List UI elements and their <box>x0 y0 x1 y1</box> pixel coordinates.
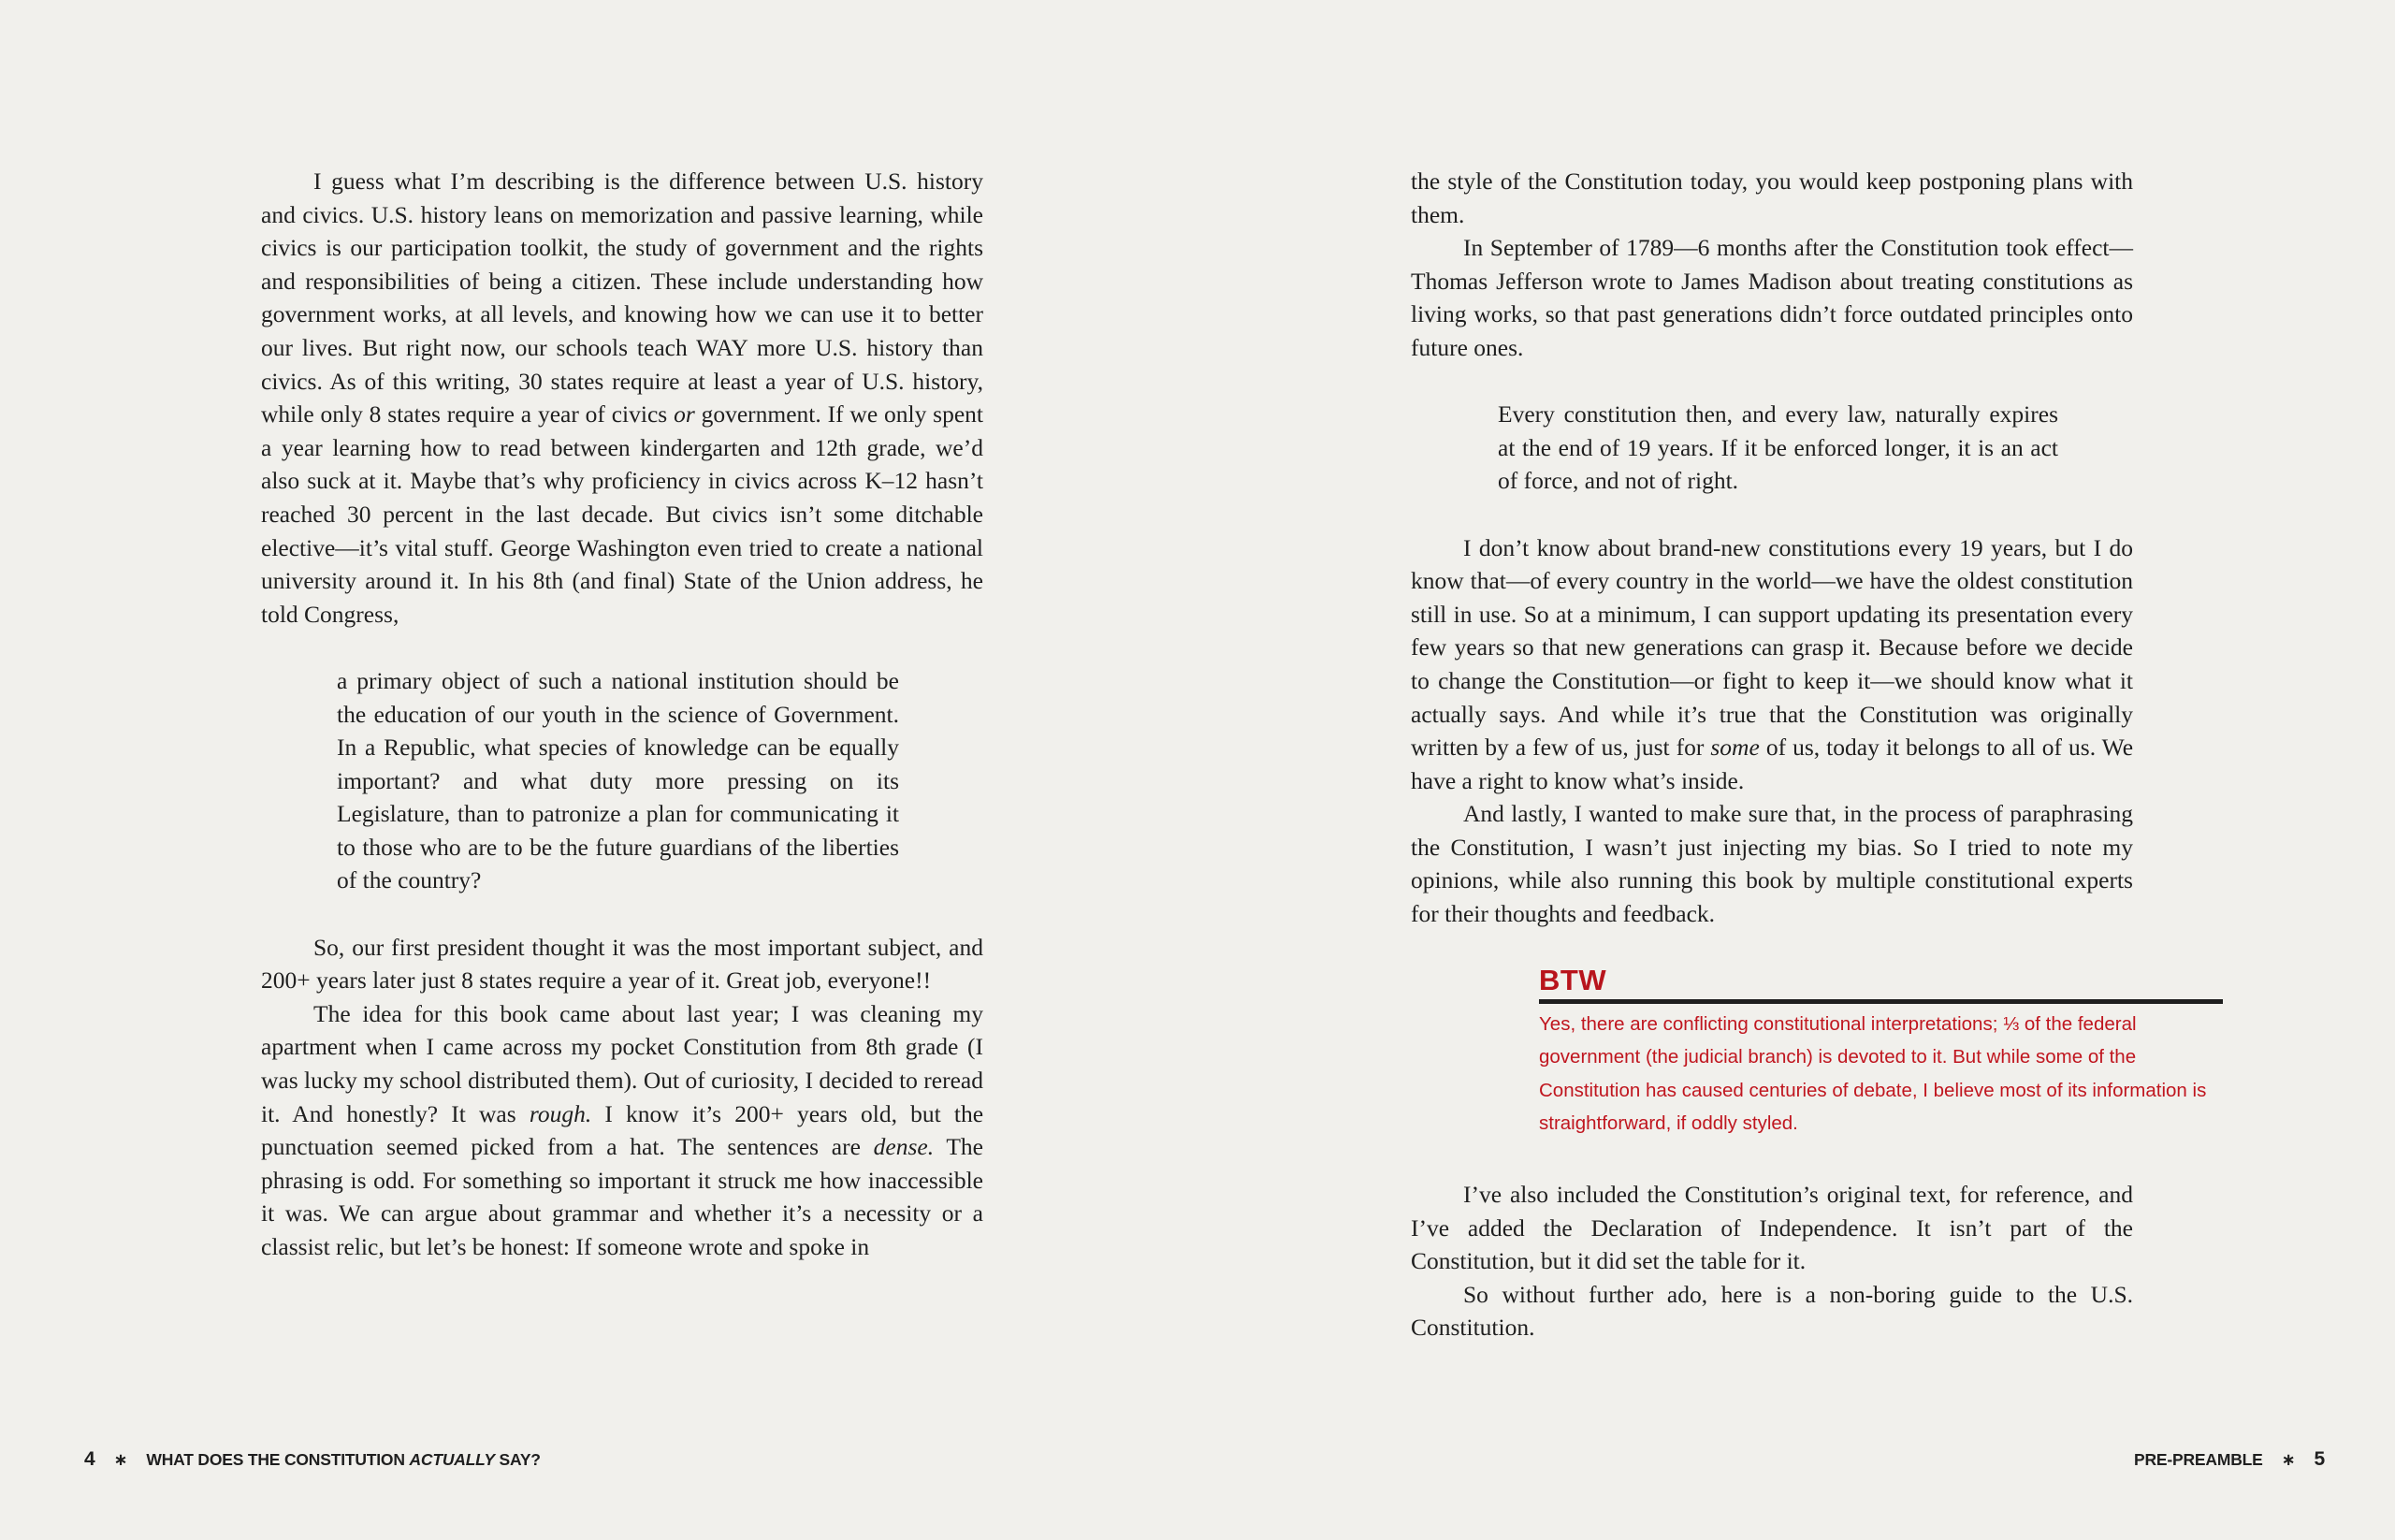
paragraph-final: So without further ado, here is a non-boring guide to the U.S. Constitution. <box>1411 1280 2133 1342</box>
paragraph-history-vs-civics: I guess what I’m describing is the difference between U.S. history and civics. U.S. history leans on memorization and passive learning, while civics is our participation toolkit, the study of government and the rights and responsibilities of being a citizen. These include understanding how government works, at all levels, and knowing how we can use it to better our lives. But right now, our schools teach WAY more U.S. history than civics. As of this writing, 30 states require at least a year of U.S. history, while only 8 states require a year of civics or government. If we only spent a year learning how to read between kindergarten and 12th grade, we’d also suck at it. Maybe that’s why proficiency in civics across K–12 hasn’t reached 30 percent in the last decade. But civics isn’t some ditchable elective—it’s vital stuff. George Washington even tried to create a national university around it. In his 8th (and final) State of the Union address, he told Congress, <box>261 167 983 628</box>
paragraph-book-idea: The idea for this book came about last year; I was cleaning my apartment when I came across my pocket Constitution from 8th grade (I was lucky my school distributed them). Out of curiosity, I decided to reread it. And honestly? It was rough. I know it’s 200+ years old, but the punctuation seemed picked from a hat. The sentences are dense. The phrasing is odd. For something so important it struck me how inaccessible it was. We can argue about grammar and whether it’s a necessity or a classist relic, but let’s be honest: If someone wrote and spoke in <box>261 999 984 1260</box>
page-number: 4 <box>84 1448 95 1470</box>
paragraph-brand-new-constitutions: I don’t know about brand-new constitutions every 19 years, but I do know that—of every country in the world—we have the oldest constitution still in use. So at a minimum, I can support updating its presentation every few years so that new generations can grasp it. Because before we decide to change the Constitution—or fight to keep it—we should know what it actually says. And while it’s true that the Constitution was originally written by a few of us, just for some of us, today it belongs to all of us. We have a right to know what’s inside. <box>1411 533 2134 794</box>
paragraph-continuation: the style of the Constitution today, you would keep postponing plans with them. <box>1411 167 2133 228</box>
section-title: PRE-PREAMBLE <box>2134 1449 2263 1469</box>
paragraph-included: I’ve also included the Constitution’s original text, for reference, and I’ve added the Declaration of Independence. It isn’t part of the Constitution, but it did set the table for it. <box>1411 1181 2133 1275</box>
jefferson-quote: Every constitution then, and every law, naturally expires at the end of 19 years. If it be enforced longer, it is an act of force, and not of right. <box>1498 400 2058 495</box>
asterisk-separator-icon: ∗ <box>2281 1449 2296 1469</box>
right-footer <box>2134 1448 2325 1471</box>
running-title: WHAT DOES THE CONSTITUTION ACTUALLY SAY? <box>146 1449 541 1469</box>
btw-body: Yes, there are conflicting constitutional interpretations; ⅓ of the federal government (the judicial branch) is devoted to it. But while some of the Constitution has caused centuries of debate, I believe most of its information is straightforward, if oddly styled. <box>1539 1012 2207 1135</box>
left-footer <box>84 1448 541 1471</box>
washington-quote: a primary object of such a national institution should be the education of our youth in the science of Government. In a Republic, what species of knowledge can be equally important? and what duty more pressing on its Legislature, than to patronize a plan for communicating it to those who are to be the future guardians of the liberties of the country? <box>337 666 899 894</box>
paragraph-jefferson: In September of 1789—6 months after the Constitution took effect—Thomas Jefferson wrote to James Madison about treating constitutions as living works, so that past generations didn’t force outdated principles onto future ones. <box>1411 234 2133 361</box>
right-page <box>1198 0 2395 1540</box>
paragraph-first-president: So, our first president thought it was the most important subject, and 200+ years later just 8 states require a year of it. Great job, everyone!! <box>261 933 983 995</box>
asterisk-separator-icon: ∗ <box>113 1449 128 1469</box>
btw-title: BTW <box>1539 964 2223 1004</box>
paragraph-lastly: And lastly, I wanted to make sure that, in the process of paraphrasing the Constitution, I wasn’t just injecting my bias. So I tried to note my opinions, while also running this book by multiple constitutional experts for their thoughts and feedback. <box>1411 800 2133 928</box>
page-number: 5 <box>2314 1448 2325 1470</box>
left-text-column <box>261 165 983 1264</box>
btw-sidebar <box>1539 964 2223 1140</box>
right-text-column <box>1411 165 2207 1344</box>
